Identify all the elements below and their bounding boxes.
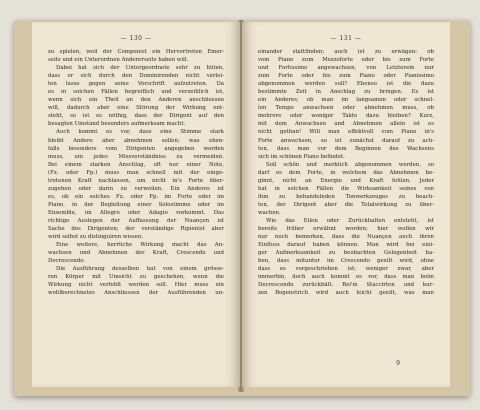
right-page-text: [258, 48, 434, 297]
text-line: will, dadurch aber eine Störung der Wirkung ent-: [48, 105, 224, 112]
text-line: zu spielen, weil der Componist ein Hervortreten Emer-: [48, 49, 224, 55]
text-line: bereits früher erwähnt worden; hier wollen wir: [258, 226, 434, 233]
text-line: es, ob ein solches Fz. oder Fp. im Forte oder im: [48, 193, 224, 200]
text-line: Einfluss darauf haben können. Man wird bei eini-: [258, 242, 434, 249]
text-line: Wie das Eilen oder Zurückhalten entsteht, ist: [266, 217, 434, 224]
text-line: Die Ausführung desselben hat von einem grössе-: [56, 266, 224, 273]
text-line: ihm zu behandelnden Tonwerkzeuges zu beach-: [258, 193, 434, 200]
text-line: wohlberechnetes Anschliessen der Ausführenden un-: [48, 290, 224, 297]
text-line: tretenen Kraft nachlassen, um nicht in's Forte über-: [48, 177, 224, 184]
text-line: dass es vorgeschrieben ist; weniger zwar, aber: [258, 266, 434, 273]
text-line: ten, der Dirigent aber die Totalwirkung zu über-: [258, 201, 434, 208]
text-line: hat in solchen Fällen die Wirksamkeit seines von: [258, 185, 434, 192]
text-line: ein Anderes, ob man im langsamen oder schnel-: [258, 97, 434, 104]
text-line: Eine weitere, herrliche Wirkung macht das An-: [56, 242, 224, 249]
text-line: bleibt Andere aber abnehmen sollen; was eben-: [48, 137, 224, 144]
text-line: nur noch bemerken, dass die Nuançen auch ihren: [258, 234, 434, 241]
text-line: Ensemble, im Allegro oder Adagio vorkommt. Das: [48, 209, 224, 216]
text-line: vom Piano zum Mezzoforte oder bis zum Forte: [258, 57, 434, 64]
text-line: wachsen und Abnehmen der Kraft, Crescendo und: [48, 250, 224, 257]
text-line: len Tempo anwachsen oder abnehmen muss, ob: [258, 105, 434, 112]
text-line: seits und ein Unterordnen Andererseits haben will.: [48, 57, 189, 64]
text-line: zugehen oder darin zu verweilen. Ein Anderes ist: [48, 185, 224, 192]
text-line: Sache des Dirigenten; der verständige Ripienist aber: [48, 226, 224, 233]
left-page: [32, 22, 240, 387]
text-line: Wirkung nicht verfehlt werden soll. Hier muss ein: [48, 282, 224, 289]
text-line: mit dem Anwachsen und Abnehmen allein ist es: [258, 121, 434, 128]
text-line: Decrescendo.: [48, 258, 86, 265]
right-page: [242, 22, 450, 387]
text-line: und Fortissimo angewachsen, von Letzterem nur: [258, 65, 434, 72]
text-line: Bei einem starken Anschlag, oft nur einer Note,: [48, 161, 224, 168]
text-line: ginnt, nicht an Energie und Kraft fehlen. Jeder: [258, 177, 434, 184]
text-line: richtige Auslegen der Auffassung der Nuançen ist: [48, 217, 224, 224]
text-line: ger Aufmerksamkeit zu beobachten Gelegenheit ha-: [258, 250, 434, 257]
text-line: Auch kommt es vor, dass eine Stimme stark: [56, 129, 224, 136]
text-line: falls besonders vom Dirigenten angegeben werden: [48, 145, 224, 152]
text-line: es in solchen Fällen begreiflich und verzeihlich ist,: [48, 89, 224, 96]
signature-mark: 9: [396, 360, 400, 367]
text-line: Decrescendo zurückhält. Bei'm Staccirten und kur-: [258, 282, 434, 289]
text-line: darf es dem Forte, in welchem das Abnehmen be-: [258, 169, 434, 176]
right-page-number: — 131 —: [330, 35, 362, 42]
text-line: ten, dass man vor dem Beginnen des Wachsens: [258, 145, 434, 152]
left-page-number: — 130 —: [120, 35, 152, 42]
text-line: mehrere oder weniger Takte dazu bleiben? Kurz,: [258, 113, 434, 120]
text-line: muss, um jedes Missverständniss zu vermeiden.: [48, 153, 224, 160]
text-line: abgenommen werden soll? Ebenso ist die dazu: [258, 81, 434, 88]
text-line: bestimmte Zeit in Anschlag zu bringen. Es ist: [258, 89, 434, 96]
text-line: ben, dass mitunter im Crescendo geeilt wird, ohne: [258, 258, 434, 265]
text-line: steht, so ist es nöthig, dass der Dirigent auf den: [48, 113, 224, 120]
text-line: immerhin, doch auch kommt es vor, dass man beim: [258, 274, 434, 281]
text-line: besagten Umstand besonders aufmerksam macht.: [48, 121, 186, 128]
text-line: wenn sich ein Theil an den Anderen anschliessen: [48, 97, 224, 104]
text-line: Piano, in der Begleitung einer Solostimme oder im: [48, 201, 224, 208]
text-line: zen Bogenstrich wird auch leicht geeilt, was man: [258, 290, 434, 297]
text-line: Soll schön und merklich abgenommen werden, so: [266, 161, 434, 168]
left-page-text: [48, 48, 224, 297]
text-line: ten lasse gegen seine Vorschrift aufzutreten. Da: [48, 81, 224, 88]
text-line: sich im schönen Piano befindet.: [258, 153, 345, 160]
text-line: einander stattfinden; auch ist zu erwägen: ob: [258, 49, 434, 55]
text-line: nicht gethan! Will man effektvoll vom Piano in's: [258, 129, 434, 136]
text-line: wird selbst zu distinguiren wissen.: [48, 234, 144, 241]
text-line: wachen.: [258, 209, 281, 216]
text-line: Dabei hat sich der Untergeordnete sehr zu hüten,: [56, 65, 224, 72]
text-line: ren Körper mit Umsicht zu geschehen, wenn die: [48, 274, 224, 281]
text-line: (Fz. oder Fp.) muss man schnell mit der einge-: [48, 169, 224, 176]
text-line: Forte anwachsen, so ist zunächst darauf zu ach-: [258, 137, 434, 144]
text-line: dass er sich durch den Dominirenden nicht verlei-: [48, 73, 224, 80]
text-line: zum Forte oder bis zum Piano oder Pianissimo: [258, 73, 434, 80]
